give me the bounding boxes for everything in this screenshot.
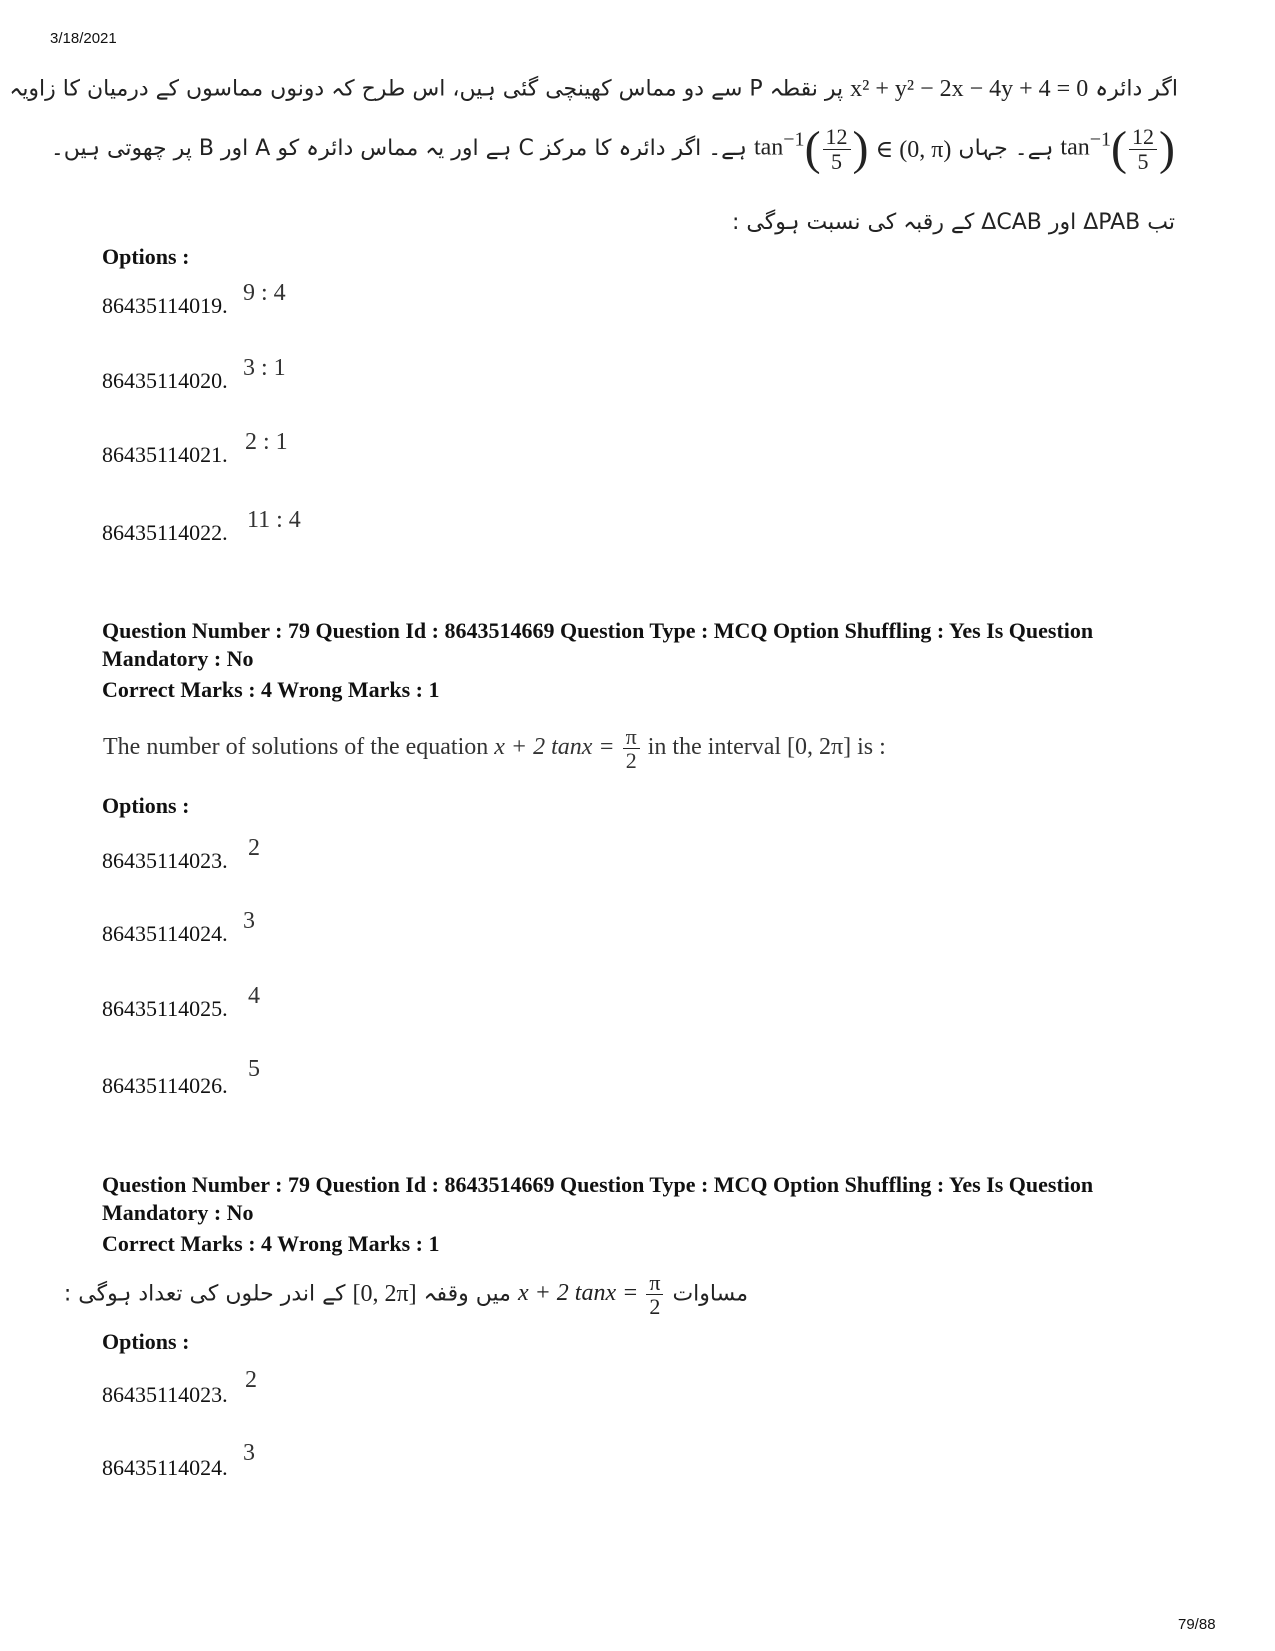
urdu-question-line-1 — [9, 76, 1178, 103]
option-value: 3 — [243, 908, 255, 934]
option-value: 3 — [243, 1440, 255, 1466]
urdu-question-line-3: تب ΔPAB اور ΔCAB کے رقبہ کی نسبت ہوگی : — [732, 210, 1175, 235]
fraction-denominator: 5 — [1137, 148, 1149, 174]
fraction — [1129, 125, 1157, 172]
fraction-numerator: π — [623, 725, 640, 749]
urdu-question-text — [63, 1270, 748, 1320]
options-label: Options : — [102, 1329, 190, 1354]
tan-function: tan — [1060, 134, 1090, 161]
option-value: 2 — [245, 1367, 257, 1393]
fraction-denominator: 2 — [649, 1294, 661, 1320]
question-text — [103, 725, 886, 772]
options-label: Options : — [102, 244, 190, 269]
option-id: 86435114024. — [102, 1455, 228, 1480]
option-id: 86435114021. — [102, 442, 228, 467]
fraction-denominator: 2 — [625, 748, 637, 774]
question-equation: x + 2 tanx = — [494, 734, 615, 761]
question-text-after: in the interval [0, 2π] is : — [647, 734, 886, 761]
option-id: 86435114020. — [102, 368, 228, 393]
option-id: 86435114023. — [102, 1382, 228, 1407]
urdu-text: ہے۔ اگر دائرہ کا مرکز C ہے اور یہ مماس دائرہ کو A اور B پر چھوتی ہیں۔ — [50, 136, 747, 161]
option-value: 3 : 1 — [243, 355, 286, 381]
option-value: 11 : 4 — [247, 507, 301, 533]
question-text-before: The number of solutions of the equation — [103, 734, 489, 761]
option-id: 86435114022. — [102, 520, 228, 545]
option-id: 86435114024. — [102, 921, 228, 946]
urdu-text: میں وقفہ — [423, 1281, 511, 1307]
options-label: Options : — [102, 793, 190, 818]
option-value: 4 — [248, 983, 260, 1009]
urdu-text: مساوات — [672, 1281, 748, 1307]
pi-over-two — [646, 1271, 663, 1318]
urdu-text: ہے۔ جہاں — [958, 136, 1054, 161]
urdu-question-line-2 — [50, 122, 1175, 175]
urdu-text: کے اندر حلوں کی تعداد ہوگی : — [63, 1281, 346, 1307]
equation-lhs: x + 2 tanx = — [517, 1280, 639, 1307]
interval-expression: [0, 2π] — [352, 1281, 417, 1308]
circle-equation: x² + y² − 2x − 4y + 4 = 0 — [850, 76, 1089, 102]
option-value: 2 — [248, 835, 260, 861]
print-date: 3/18/2021 — [50, 30, 117, 47]
fraction-numerator: 12 — [823, 125, 851, 149]
tan-inverse-expression-2: $\tan^{-1}$( $\frac{12}{5}$ ) — [753, 122, 869, 175]
question-equation — [518, 1271, 665, 1318]
option-id: 86435114026. — [102, 1073, 228, 1098]
question-header: Question Number : 79 Question Id : 8643514669 Question Type : MCQ Option Shuffling : Yes Is Question Mandatory : No — [102, 1172, 1094, 1225]
urdu-text: اگر دائرہ — [1095, 76, 1178, 102]
fraction-denominator: 5 — [831, 148, 843, 174]
fraction — [823, 125, 851, 172]
interval-expression: ∈ (0, π) — [875, 136, 952, 163]
urdu-text: پر نقطہ P سے دو مماس کھینچی گئی ہیں، اس طرح کہ دونوں مماسوں کے درمیان کا زاویہ — [9, 76, 844, 102]
tan-exponent: −1 — [783, 128, 805, 151]
tan-inverse-expression: $\tan^{-1}$( $\frac{12}{5}$ ) — [1060, 122, 1175, 175]
option-id: 86435114023. — [102, 848, 228, 873]
fraction-numerator: π — [646, 1271, 663, 1295]
question-marks: Correct Marks : 4 Wrong Marks : 1 — [102, 677, 440, 702]
question-header: Question Number : 79 Question Id : 8643514669 Question Type : MCQ Option Shuffling : Yes Is Question Mandatory : No — [102, 618, 1094, 671]
option-value: 2 : 1 — [245, 429, 288, 455]
tan-exponent: −1 — [1089, 128, 1112, 151]
option-id: 86435114025. — [102, 996, 228, 1021]
page-number: 79/88 — [1178, 1616, 1216, 1633]
question-marks: Correct Marks : 4 Wrong Marks : 1 — [102, 1231, 440, 1256]
tan-function: tan — [753, 134, 784, 161]
option-id: 86435114019. — [102, 293, 228, 318]
pi-over-two — [623, 725, 640, 772]
fraction-numerator: 12 — [1129, 125, 1157, 149]
option-value: 5 — [248, 1056, 260, 1082]
option-value: 9 : 4 — [243, 280, 286, 306]
